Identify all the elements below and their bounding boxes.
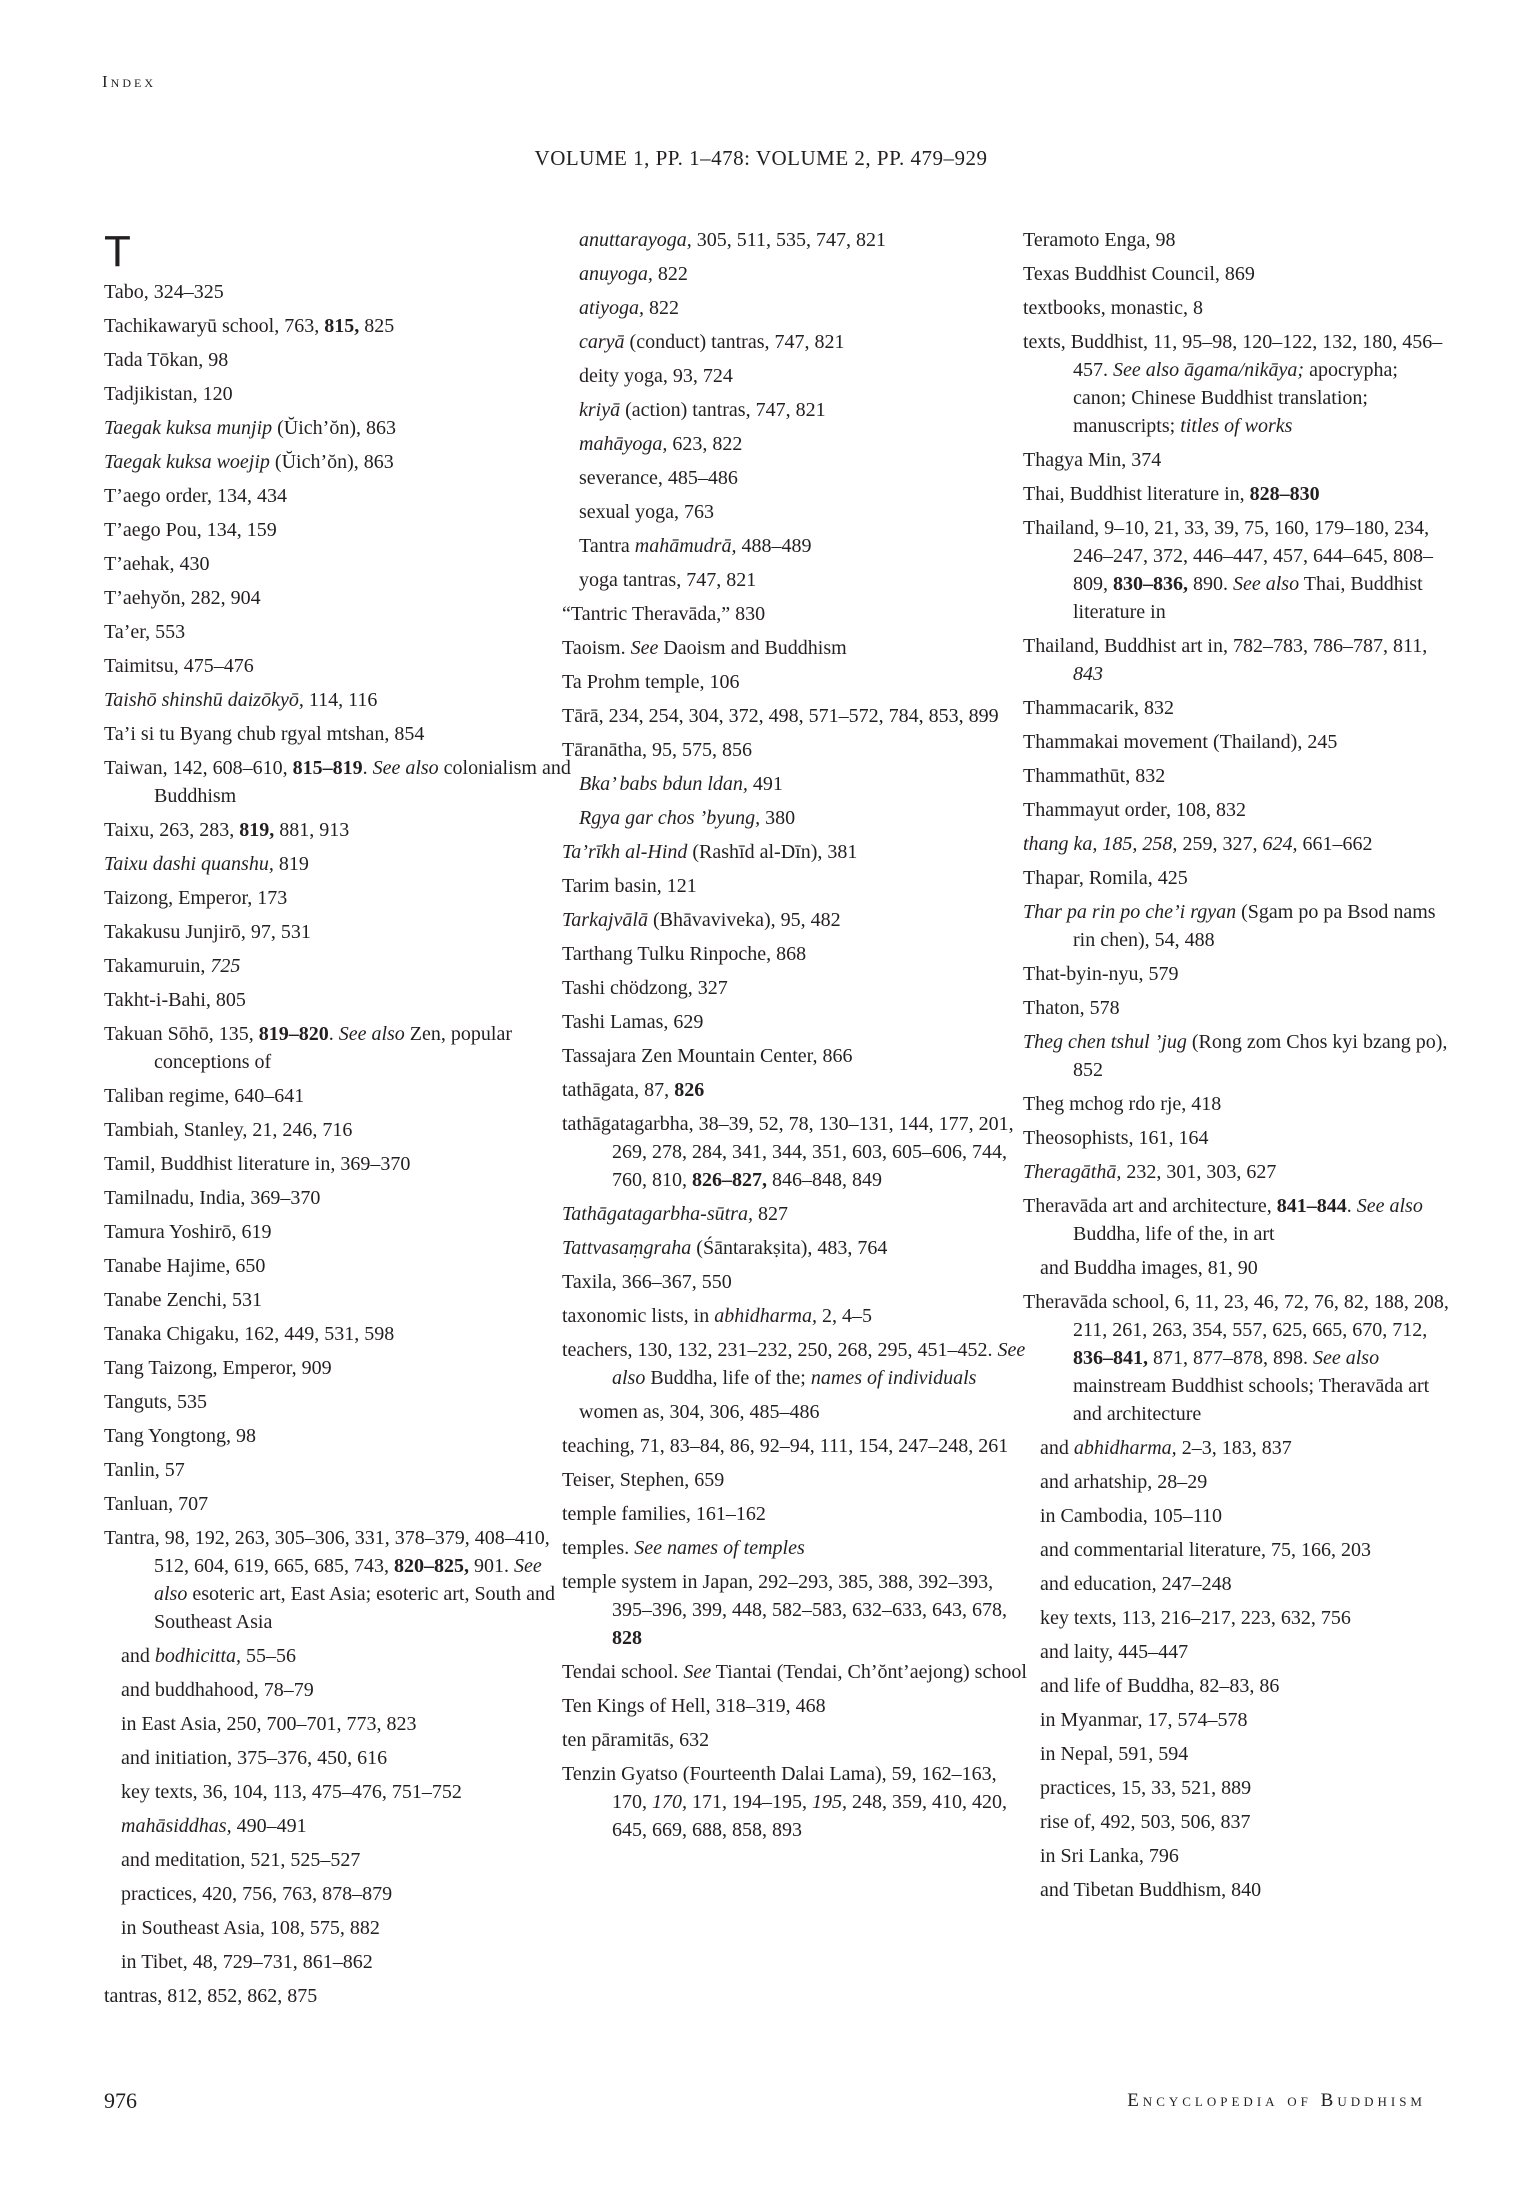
- index-subentry: rise of, 492, 503, 506, 837: [1040, 1811, 1251, 1833]
- index-entry: Taimitsu, 475–476: [104, 655, 254, 677]
- index-entry: Tanlin, 57: [104, 1459, 185, 1481]
- index-entry: Tanluan, 707: [104, 1493, 209, 1515]
- index-subentry: and Tibetan Buddhism, 840: [1040, 1879, 1262, 1901]
- index-subentry: deity yoga, 93, 724: [579, 365, 733, 387]
- index-entry: Tang Taizong, Emperor, 909: [104, 1357, 332, 1379]
- index-subentry: mahāsiddhas, 490–491: [121, 1815, 307, 1837]
- index-entry: ten pāramitās, 632: [562, 1729, 710, 1751]
- index-entry: That-byin-nyu, 579: [1023, 963, 1179, 985]
- index-subentry: sexual yoga, 763: [579, 501, 714, 523]
- index-entry: Taixu, 263, 283, 819, 881, 913: [104, 819, 350, 841]
- index-entry: Tattvasaṃgraha (Śāntarakṣita), 483, 764: [562, 1237, 888, 1259]
- index-subentry: and Buddha images, 81, 90: [1040, 1257, 1258, 1279]
- index-entry: Teramoto Enga, 98: [1023, 229, 1176, 251]
- index-entry: temples. See names of temples: [562, 1537, 805, 1559]
- index-entry: teaching, 71, 83–84, 86, 92–94, 111, 154, 247–248, 261: [562, 1435, 1009, 1457]
- index-entry: Tanabe Zenchi, 531: [104, 1289, 262, 1311]
- index-entry: Takht-i-Bahi, 805: [104, 989, 246, 1011]
- index-entry: Tassajara Zen Mountain Center, 866: [562, 1045, 853, 1067]
- index-column-3: [1023, 226, 1453, 1910]
- index-entry: Teiser, Stephen, 659: [562, 1469, 725, 1491]
- index-subentry: anuyoga, 822: [579, 263, 688, 285]
- index-subentry: and meditation, 521, 525–527: [121, 1849, 361, 1871]
- index-subentry: mahāyoga, 623, 822: [579, 433, 743, 455]
- index-entry: Taxila, 366–367, 550: [562, 1271, 732, 1293]
- index-entry: Thar pa rin po che’i rgyan (Sgam po pa Bsod nams rin chen), 54, 488: [1023, 901, 1436, 951]
- index-subentry: atiyoga, 822: [579, 297, 679, 319]
- index-entry: Tanguts, 535: [104, 1391, 208, 1413]
- index-entry: Ta’i si tu Byang chub rgyal mtshan, 854: [104, 723, 425, 745]
- index-entry: Theravāda art and architecture, 841–844. See also Buddha, life of the, in art: [1023, 1195, 1423, 1245]
- index-entry: T’aehyŏn, 282, 904: [104, 587, 261, 609]
- index-entry: Tashi chödzong, 327: [562, 977, 728, 999]
- index-entry: taxonomic lists, in abhidharma, 2, 4–5: [562, 1305, 873, 1327]
- index-entry: temple families, 161–162: [562, 1503, 766, 1525]
- index-entry: Taegak kuksa woejip (Ŭich’ŏn), 863: [104, 451, 394, 473]
- index-entry: Thapar, Romila, 425: [1023, 867, 1188, 889]
- index-entry: Thagya Min, 374: [1023, 449, 1162, 471]
- index-entry: Tashi Lamas, 629: [562, 1011, 704, 1033]
- index-entry: Thammathūt, 832: [1023, 765, 1166, 787]
- index-entry: Tachikawaryū school, 763, 815, 825: [104, 315, 395, 337]
- index-entry: Ten Kings of Hell, 318–319, 468: [562, 1695, 826, 1717]
- index-entry: Tanabe Hajime, 650: [104, 1255, 266, 1277]
- index-subentry: in Southeast Asia, 108, 575, 882: [121, 1917, 380, 1939]
- index-entry: Thailand, 9–10, 21, 33, 39, 75, 160, 179–180, 234, 246–247, 372, 446–447, 457, 644–645, 808–809, 830–836, 890. See also Thai, Buddhist literature in: [1023, 517, 1433, 623]
- index-subentry: anuttarayoga, 305, 511, 535, 747, 821: [579, 229, 887, 251]
- index-subentry: and education, 247–248: [1040, 1573, 1232, 1595]
- index-entry: Tamilnadu, India, 369–370: [104, 1187, 321, 1209]
- index-subentry: practices, 15, 33, 521, 889: [1040, 1777, 1252, 1799]
- index-subentry: women as, 304, 306, 485–486: [579, 1401, 820, 1423]
- index-entry: tathāgata, 87, 826: [562, 1079, 705, 1101]
- index-subentry: key texts, 36, 104, 113, 475–476, 751–752: [121, 1781, 462, 1803]
- index-entry: tantras, 812, 852, 862, 875: [104, 1985, 318, 2007]
- index-subentry: severance, 485–486: [579, 467, 738, 489]
- index-entry: Takuan Sōhō, 135, 819–820. See also Zen, popular conceptions of: [104, 1023, 512, 1073]
- index-subentry: and commentarial literature, 75, 166, 203: [1040, 1539, 1372, 1561]
- index-column-2: [562, 226, 1032, 1850]
- index-entry: Tāranātha, 95, 575, 856: [562, 739, 752, 761]
- index-entry: temple system in Japan, 292–293, 385, 388, 392–393, 395–396, 399, 448, 582–583, 632–633, 643, 678, 828: [562, 1571, 1007, 1649]
- index-subentry: Tantra mahāmudrā, 488–489: [579, 535, 812, 557]
- index-entry: Thammacarik, 832: [1023, 697, 1175, 719]
- index-subentry: and arhatship, 28–29: [1040, 1471, 1208, 1493]
- index-subentry: kriyā (action) tantras, 747, 821: [579, 399, 826, 421]
- index-entry: T’aego Pou, 134, 159: [104, 519, 277, 541]
- index-entry: Thaton, 578: [1023, 997, 1120, 1019]
- index-entry: Tanaka Chigaku, 162, 449, 531, 598: [104, 1323, 395, 1345]
- index-entry: Taizong, Emperor, 173: [104, 887, 288, 909]
- index-entry: Tamura Yoshirō, 619: [104, 1221, 272, 1243]
- index-entry: Thammayut order, 108, 832: [1023, 799, 1247, 821]
- index-subentry: Rgya gar chos ’byung, 380: [579, 807, 796, 829]
- index-entry: Takamuruin, 725: [104, 955, 241, 977]
- index-entry: Tang Yongtong, 98: [104, 1425, 256, 1447]
- index-entry: thang ka, 185, 258, 259, 327, 624, 661–662: [1023, 833, 1373, 855]
- index-entry: Takakusu Junjirō, 97, 531: [104, 921, 311, 943]
- index-subentry: in Nepal, 591, 594: [1040, 1743, 1189, 1765]
- index-subentry: Bka’ babs bdun ldan, 491: [579, 773, 783, 795]
- index-entry: teachers, 130, 132, 231–232, 250, 268, 295, 451–452. See also Buddha, life of the; names of individuals: [562, 1339, 1026, 1389]
- index-subentry: in Tibet, 48, 729–731, 861–862: [121, 1951, 373, 1973]
- index-entry: Taoism. See Daoism and Buddhism: [562, 637, 847, 659]
- index-subentry: in Myanmar, 17, 574–578: [1040, 1709, 1248, 1731]
- index-subentry: practices, 420, 756, 763, 878–879: [121, 1883, 393, 1905]
- book-title: Encyclopedia of Buddhism: [1127, 2090, 1426, 2111]
- index-entry: Thailand, Buddhist art in, 782–783, 786–787, 811, 843: [1023, 635, 1428, 685]
- index-entry: Taiwan, 142, 608–610, 815–819. See also colonialism and Buddhism: [104, 757, 571, 807]
- running-head: Index: [102, 72, 156, 91]
- index-entry: Tendai school. See Tiantai (Tendai, Ch’ŏnt’aejong) school: [562, 1661, 1027, 1683]
- index-subentry: caryā (conduct) tantras, 747, 821: [579, 331, 845, 353]
- index-entry: texts, Buddhist, 11, 95–98, 120–122, 132, 180, 456–457. See also āgama/nikāya; apocrypha; canon; Chinese Buddhist translation; manuscripts; titles of works: [1023, 331, 1443, 437]
- index-entry: Tadjikistan, 120: [104, 383, 233, 405]
- index-entry: Tantra, 98, 192, 263, 305–306, 331, 378–379, 408–410, 512, 604, 619, 665, 685, 743, 820–825, 901. See also esoteric art, East Asia; esoteric art, South and Southeast Asia: [104, 1527, 556, 1633]
- index-entry: Tarkajvālā (Bhāvaviveka), 95, 482: [562, 909, 841, 931]
- index-entry: Tamil, Buddhist literature in, 369–370: [104, 1153, 411, 1175]
- index-entry: Theosophists, 161, 164: [1023, 1127, 1209, 1149]
- index-entry: Theragāthā, 232, 301, 303, 627: [1023, 1161, 1277, 1183]
- index-entry: Taixu dashi quanshu, 819: [104, 853, 309, 875]
- index-entry: Thammakai movement (Thailand), 245: [1023, 731, 1338, 753]
- index-subentry: and abhidharma, 2–3, 183, 837: [1040, 1437, 1292, 1459]
- index-entry: Taishō shinshū daizōkyō, 114, 116: [104, 689, 378, 711]
- index-entry: Tārā, 234, 254, 304, 372, 498, 571–572, 784, 853, 899: [562, 705, 999, 727]
- index-entry: Tarim basin, 121: [562, 875, 697, 897]
- index-column-1: [104, 226, 574, 2016]
- index-entry: Tabo, 324–325: [104, 281, 224, 303]
- index-subentry: and buddhahood, 78–79: [121, 1679, 314, 1701]
- index-entry: Tarthang Tulku Rinpoche, 868: [562, 943, 807, 965]
- index-entry: Taliban regime, 640–641: [104, 1085, 305, 1107]
- index-entry: Theg chen tshul ’jug (Rong zom Chos kyi bzang po), 852: [1023, 1031, 1448, 1081]
- index-subentry: and laity, 445–447: [1040, 1641, 1189, 1663]
- index-entry: Tada Tōkan, 98: [104, 349, 229, 371]
- index-subentry: in East Asia, 250, 700–701, 773, 823: [121, 1713, 417, 1735]
- index-entry: “Tantric Theravāda,” 830: [562, 603, 766, 625]
- index-entry: Theravāda school, 6, 11, 23, 46, 72, 76, 82, 188, 208, 211, 261, 263, 354, 557, 625, 665, 670, 712, 836–841, 871, 877–878, 898. See also mainstream Buddhist schools; Theravāda art and architecture: [1023, 1291, 1449, 1425]
- index-entry: Ta Prohm temple, 106: [562, 671, 740, 693]
- index-entry: Theg mchog rdo rje, 418: [1023, 1093, 1222, 1115]
- index-entry: textbooks, monastic, 8: [1023, 297, 1203, 319]
- index-subentry: key texts, 113, 216–217, 223, 632, 756: [1040, 1607, 1351, 1629]
- index-entry: Taegak kuksa munjip (Ŭich’ŏn), 863: [104, 417, 396, 439]
- index-entry: Ta’rīkh al-Hind (Rashīd al-Dīn), 381: [562, 841, 858, 863]
- index-entry: T’aego order, 134, 434: [104, 485, 288, 507]
- index-entry: Ta’er, 553: [104, 621, 186, 643]
- index-entry: T’aehak, 430: [104, 553, 210, 575]
- index-entry: Tathāgatagarbha-sūtra, 827: [562, 1203, 788, 1225]
- index-subentry: in Cambodia, 105–110: [1040, 1505, 1223, 1527]
- index-entry: Tenzin Gyatso (Fourteenth Dalai Lama), 59, 162–163, 170, 170, 171, 194–195, 195, 248, 359, 410, 420, 645, 669, 688, 858, 893: [562, 1763, 1007, 1841]
- index-subentry: and life of Buddha, 82–83, 86: [1040, 1675, 1280, 1697]
- index-subentry: and bodhicitta, 55–56: [121, 1645, 296, 1667]
- index-subentry: and initiation, 375–376, 450, 616: [121, 1747, 388, 1769]
- volume-page-range-note: VOLUME 1, PP. 1–478: VOLUME 2, PP. 479–929: [534, 146, 988, 170]
- index-entry: Tambiah, Stanley, 21, 246, 716: [104, 1119, 353, 1141]
- section-letter: T: [104, 227, 131, 276]
- index-subentry: yoga tantras, 747, 821: [579, 569, 757, 591]
- index-entry: Texas Buddhist Council, 869: [1023, 263, 1255, 285]
- index-entry: tathāgatagarbha, 38–39, 52, 78, 130–131, 144, 177, 201, 269, 278, 284, 341, 344, 351, 603, 605–606, 744, 760, 810, 826–827, 846–848, 849: [562, 1113, 1014, 1191]
- index-subentry: in Sri Lanka, 796: [1040, 1845, 1179, 1867]
- index-entry: Thai, Buddhist literature in, 828–830: [1023, 483, 1320, 505]
- page-number: 976: [104, 2088, 137, 2113]
